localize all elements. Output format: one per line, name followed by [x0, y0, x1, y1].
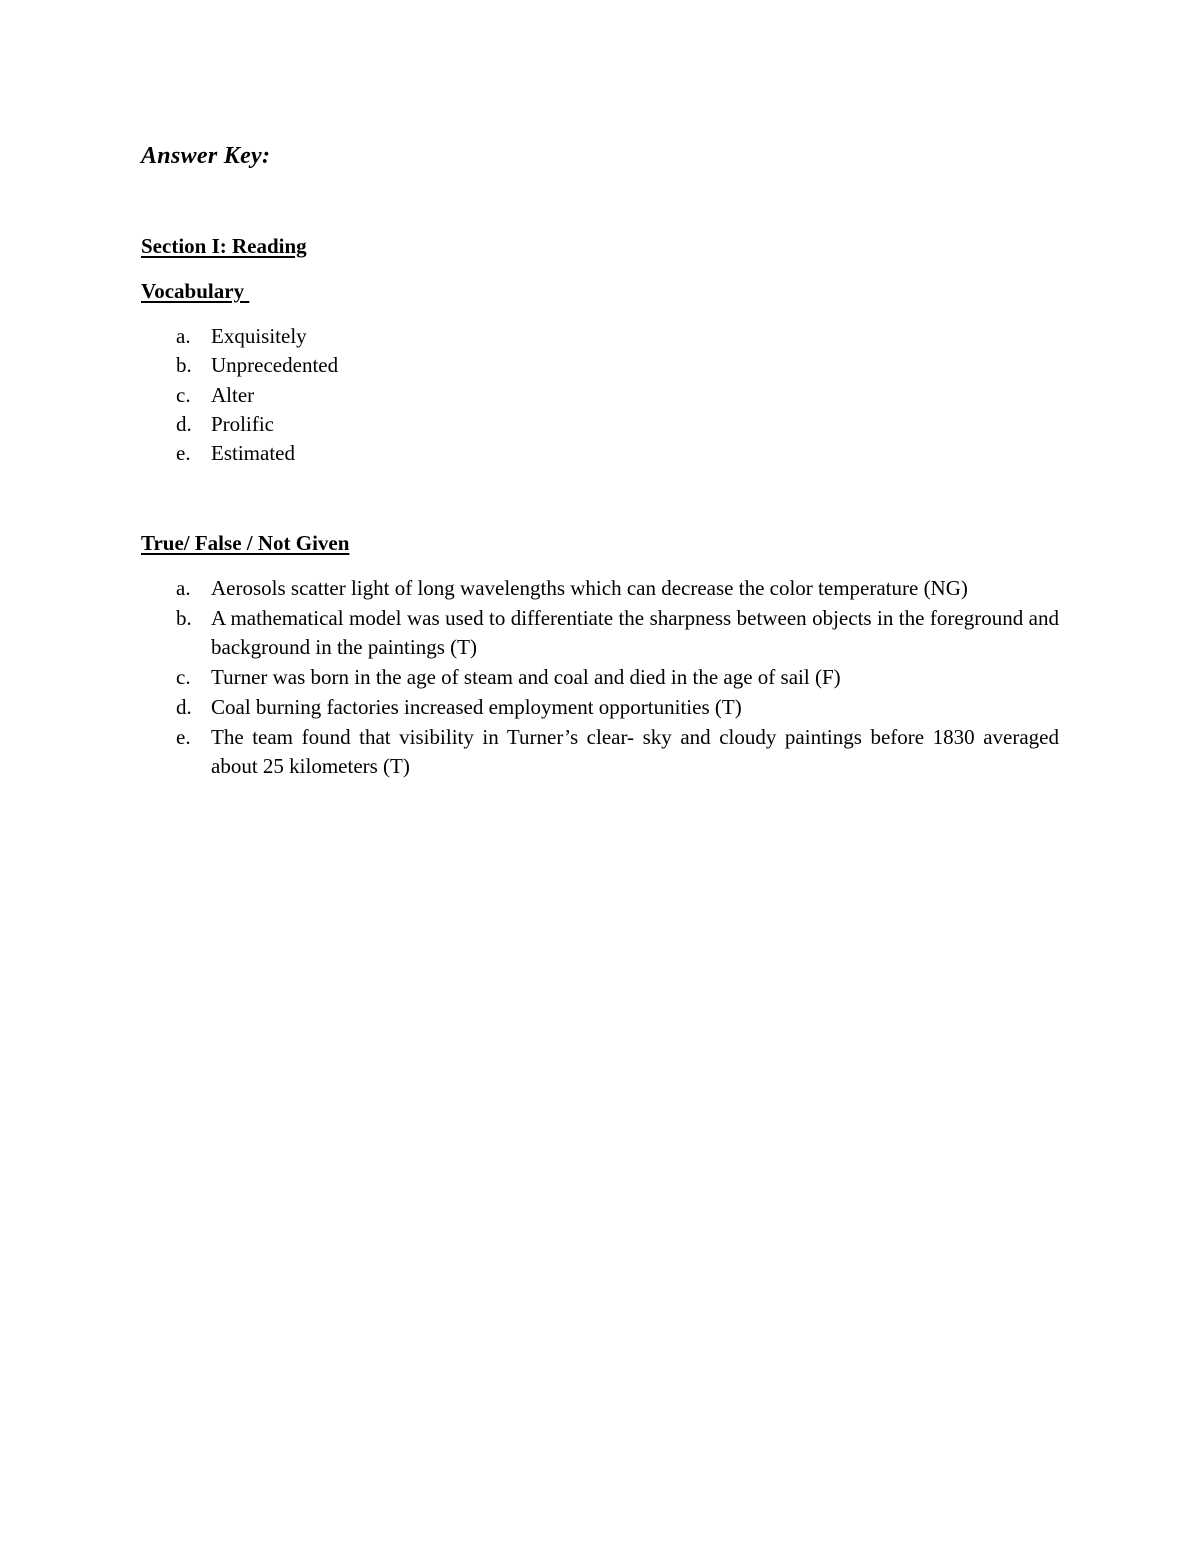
vocabulary-item	[141, 322, 1059, 351]
list-marker: b.	[176, 353, 192, 378]
vocabulary-answer: Estimated	[211, 441, 295, 466]
tfng-item	[141, 663, 1059, 692]
vocabulary-answer: Prolific	[211, 411, 274, 436]
vocabulary-item	[141, 351, 1059, 380]
list-marker: c.	[176, 382, 191, 407]
tfng-item	[141, 723, 1059, 780]
vocabulary-list	[141, 322, 1059, 468]
page-title: Answer Key:	[141, 143, 271, 169]
vocabulary-answer: Unprecedented	[211, 353, 339, 378]
vocabulary-item	[141, 439, 1059, 468]
tfng-statement: The team found that visibility in Turner’s clear- sky and cloudy paintings before 1830 averaged about 25 kilometers (T)	[211, 724, 1059, 778]
list-marker: c.	[176, 664, 191, 689]
list-marker: d.	[176, 694, 192, 719]
list-marker: a.	[176, 324, 191, 348]
vocabulary-answer: Exquisitely	[211, 324, 307, 348]
list-marker: e.	[176, 441, 191, 466]
list-marker: b.	[176, 606, 192, 631]
tfng-item	[141, 693, 1059, 722]
list-marker: e.	[176, 724, 191, 749]
section-heading: Section I: Reading	[141, 234, 307, 258]
vocabulary-answer: Alter	[211, 382, 255, 407]
tfng-item	[141, 604, 1059, 661]
vocabulary-heading: Vocabulary	[141, 279, 250, 303]
list-marker: a.	[176, 576, 191, 600]
true-false-not-given-list	[141, 574, 1059, 782]
tfng-statement: Turner was born in the age of steam and coal and died in the age of sail (F)	[211, 664, 841, 689]
tfng-statement: A mathematical model was used to differentiate the sharpness between objects in the foreground and background in the paintings (T)	[211, 606, 1059, 659]
list-marker: d.	[176, 411, 192, 436]
vocabulary-item	[141, 381, 1059, 410]
tfng-item	[141, 574, 1059, 603]
tfng-statement: Aerosols scatter light of long wavelengths which can decrease the color temperature (NG)	[211, 576, 968, 600]
tfng-statement: Coal burning factories increased employment opportunities (T)	[211, 694, 742, 719]
vocabulary-item	[141, 410, 1059, 439]
true-false-not-given-heading: True/ False / Not Given	[141, 531, 350, 555]
